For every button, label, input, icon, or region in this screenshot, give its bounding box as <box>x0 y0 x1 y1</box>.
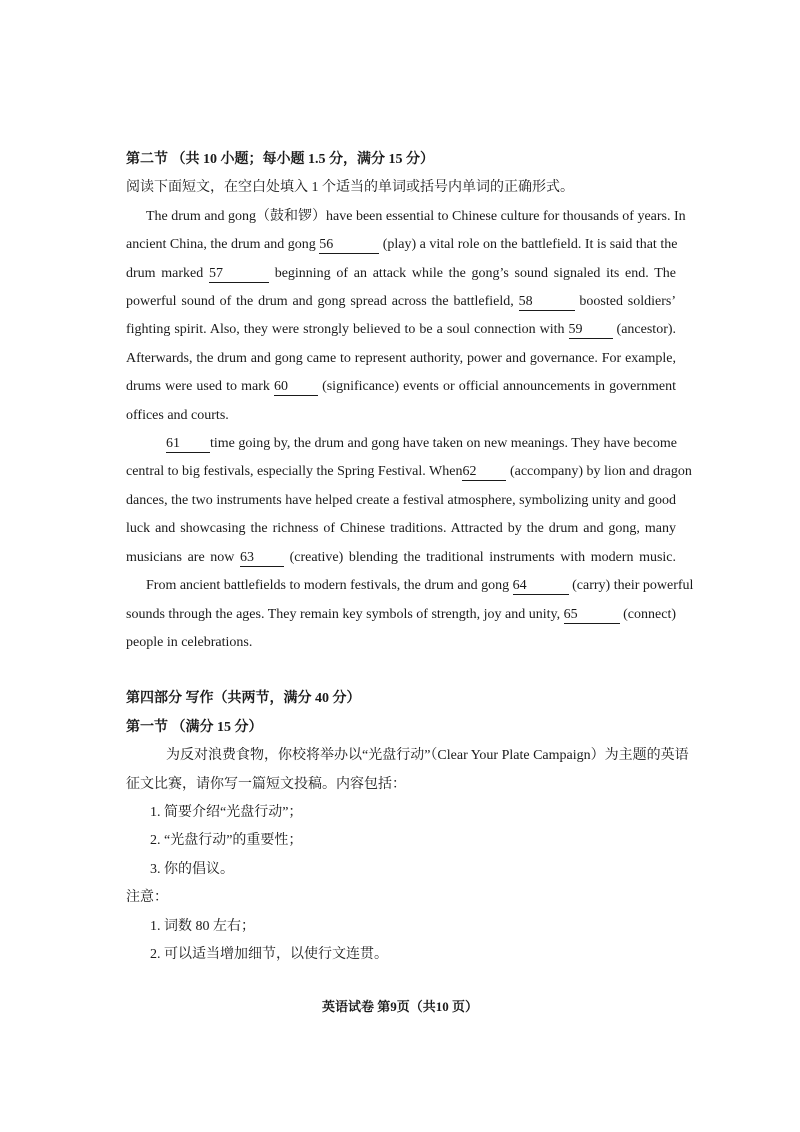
line-text: 为反对浪费食物，你校将举办以“光盘行动”（Clear Your Plate Campaign）为主题的英语 <box>166 748 689 764</box>
passage-line <box>126 231 676 259</box>
section2-instruction: 阅读下面短文，在空白处填入 1 个适当的单词或括号内单词的正确形式。 <box>126 180 574 196</box>
line-text: drum marked <box>126 265 204 281</box>
line-text: powerful sound of the drum and gong spread across the battlefield, <box>126 294 514 310</box>
list-item: 2. “光盘行动”的重要性； <box>150 833 303 849</box>
note-item: 1. 词数 80 左右； <box>150 918 255 934</box>
passage-line <box>126 544 676 572</box>
part4-section1-heading: 第一节 （满分 15 分） <box>126 719 263 735</box>
list-item: 1. 简要介绍“光盘行动”； <box>150 804 303 820</box>
passage-line <box>126 402 676 430</box>
blank-63[interactable]: 63 <box>240 550 284 567</box>
line-text: (carry) their powerful <box>572 578 694 594</box>
passage-line <box>126 458 692 486</box>
line-text: ancient China, the drum and gong <box>126 237 316 253</box>
line-text: (accompany) by lion and dragon <box>509 464 692 480</box>
passage-line <box>126 629 676 657</box>
passage-line <box>126 601 676 629</box>
writing-prompt-line <box>126 742 689 770</box>
page-content <box>126 146 694 969</box>
passage-paragraph-3 <box>126 572 694 657</box>
line-text: drums were used to mark <box>126 379 270 395</box>
passage-line <box>126 260 676 288</box>
writing-prompt-line: 征文比赛，请你写一篇短文投稿。内容包括： <box>126 776 406 792</box>
line-text: people in celebrations. <box>126 634 253 650</box>
line-text: offices and courts. <box>126 407 229 423</box>
line-text: The drum and gong（鼓和锣）have been essential to Chinese culture for thousands of years. In <box>146 208 686 224</box>
blank-57[interactable]: 57 <box>209 266 269 283</box>
blank-59[interactable]: 59 <box>569 322 613 339</box>
passage-line <box>126 487 676 515</box>
line-text: (significance) events or official announcements in government <box>322 379 676 395</box>
passage-line <box>126 572 694 600</box>
blank-58[interactable]: 58 <box>519 294 575 311</box>
blank-65[interactable]: 65 <box>564 607 620 624</box>
line-text: From ancient battlefields to modern festivals, the drum and gong <box>146 578 510 594</box>
list-item: 3. 你的倡议。 <box>150 861 234 877</box>
note-item: 2. 可以适当增加细节，以使行文连贯。 <box>150 946 388 962</box>
blank-61[interactable]: 61 <box>166 436 210 453</box>
blank-60[interactable]: 60 <box>274 379 318 396</box>
blank-62[interactable]: 62 <box>462 464 506 481</box>
line-text: (play) a vital role on the battlefield. It is said that the <box>382 237 678 253</box>
line-text: central to big festivals, especially the Spring Festival. When <box>126 464 463 480</box>
part4-heading: 第四部分 写作（共两节，满分 40 分） <box>126 691 361 707</box>
page-footer: 英语试卷 第9页（共10 页） <box>321 999 478 1014</box>
passage-line <box>126 345 676 373</box>
section2-heading: 第二节 （共 10 小题；每小题 1.5 分，满分 15 分） <box>126 152 434 167</box>
line-text: fighting spirit. Also, they were strongly believed to be a soul connection with <box>126 322 565 338</box>
passage-line <box>126 203 686 231</box>
passage-line <box>126 430 676 458</box>
spacer <box>126 657 676 685</box>
notes-label: 注意： <box>126 890 168 906</box>
passage-paragraph-1 <box>126 203 686 430</box>
line-text: luck and showcasing the richness of Chinese traditions. Attracted by the drum and gong, many <box>126 521 676 537</box>
passage-line <box>126 288 676 316</box>
line-text: boosted soldiers’ <box>579 294 677 310</box>
passage-paragraph-2 <box>126 430 692 572</box>
blank-56[interactable]: 56 <box>319 237 379 254</box>
line-text: sounds through the ages. They remain key symbols of strength, joy and unity, <box>126 606 561 622</box>
passage-line <box>126 316 676 344</box>
line-text: time going by, the drum and gong have taken on new meanings. They have become <box>210 436 677 452</box>
line-text: (connect) <box>623 606 676 622</box>
line-text: musicians are now <box>126 549 235 565</box>
line-text: Afterwards, the drum and gong came to represent authority, power and governance. For example, <box>126 350 676 366</box>
line-text: beginning of an attack while the gong’s sound signaled its end. The <box>274 265 676 281</box>
line-text: (creative) blending the traditional instruments with modern music. <box>289 549 677 565</box>
passage-line <box>126 373 676 401</box>
line-text: dances, the two instruments have helped create a festival atmosphere, symbolizing unity and good <box>126 492 676 508</box>
blank-64[interactable]: 64 <box>513 578 569 595</box>
passage-line <box>126 515 676 543</box>
line-text: (ancestor). <box>616 322 677 338</box>
